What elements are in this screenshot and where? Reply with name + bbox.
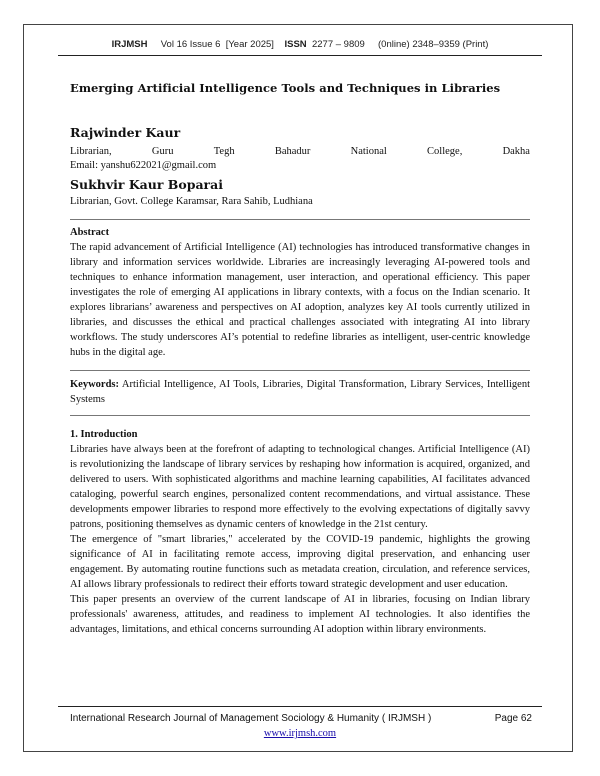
- author-affiliation-1: [70, 146, 530, 157]
- section-heading: 1. Introduction: [70, 429, 138, 440]
- running-header: [58, 39, 542, 50]
- aff-word: Tegh: [213, 146, 235, 157]
- keywords-text: Artificial Intelligence, AI Tools, Libraries, Digital Transformation, Library Services, Intelligent Systems: [70, 379, 531, 405]
- aff-word: Librarian,: [70, 146, 112, 157]
- volume-issue: Vol 16 Issue 6: [160, 39, 221, 50]
- footer-journal-name: International Research Journal of Management Sociology & Humanity ( IRJMSH ): [70, 713, 432, 724]
- author-affiliation-2: Librarian, Govt. College Karamsar, Rara Sahib, Ludhiana: [70, 196, 313, 207]
- keywords-section: [70, 377, 530, 407]
- aff-word: Dakha: [502, 146, 530, 157]
- abstract-heading: Abstract: [70, 227, 110, 238]
- page-number: Page 62: [494, 713, 532, 724]
- journal-abbr: IRJMSH: [111, 39, 148, 50]
- paper-title: Emerging Artificial Intelligence Tools and Techniques in Libraries: [70, 81, 501, 95]
- section-divider: [70, 370, 530, 371]
- eissn: (0nline) 2348–9359 (Print): [378, 39, 489, 50]
- body-paragraph: The emergence of "smart libraries," accelerated by the COVID-19 pandemic, highlights the growing significance of AI in facilitating remote access, improving digital preservation, and enhancing user engagement. By automating routine functions such as metadata creation, circulation, and reference services, AI allows library professionals to redirect their efforts toward strategic development and user education.: [70, 534, 530, 590]
- footer-rule: [58, 706, 542, 707]
- section-divider: [70, 415, 530, 416]
- issn-label: ISSN: [284, 39, 307, 50]
- aff-word: College,: [427, 146, 463, 157]
- keywords-label: Keywords:: [70, 379, 119, 390]
- section-divider: [70, 219, 530, 220]
- aff-word: Bahadur: [274, 146, 311, 157]
- issn: 2277 – 9809: [311, 39, 365, 50]
- author-email-1: Email: yanshu622021@gmail.com: [70, 160, 217, 171]
- author-name-2: Sukhvir Kaur Boparai: [70, 177, 223, 192]
- year: [Year 2025]: [225, 39, 274, 50]
- abstract-section: [70, 225, 530, 360]
- aff-word: National: [350, 146, 387, 157]
- body-paragraph: Libraries have always been at the forefront of adapting to technological changes. Artificial Intelligence (AI) is revolutionizing the landscape of library services by reshaping how information is acquired, organized, and delivered to users. With sophisticated algorithms and machine learning capabilities, AI facilitates advanced cataloging, powerful search engines, personalized content recommendations, and virtual assistance. These developments empower libraries to respond more effectively to the evolving expectations of digitally savvy patrons, positioning themselves as dynamic centers of knowledge in the 21st century.: [70, 444, 530, 530]
- author-name-1: Rajwinder Kaur: [70, 125, 181, 140]
- aff-word: Guru: [151, 146, 174, 157]
- abstract-text: The rapid advancement of Artificial Intelligence (AI) technologies has introduced transformative changes in library and information services worldwide. Libraries are increasingly leveraging AI-powered tools and techniques to enhance information management, user interaction, and operational efficiency. This paper investigates the role of emerging AI applications in library contexts, with a focus on the Indian scenario. It explores librarians’ awareness and perspectives on AI adoption, analyzes key AI tools currently utilized in libraries, and discusses the ethical and practical challenges associated with integrating AI into library workflows. The study underscores AI’s potential to redefine libraries as intelligent, user-centric knowledge hubs in the digital age.: [70, 242, 530, 358]
- introduction-section: [70, 427, 530, 637]
- body-paragraph: This paper presents an overview of the current landscape of AI in libraries, focusing on Indian library professionals' awareness, attitudes, and readiness to implement AI technologies. It also identifies the advantages, limitations, and ethical concerns surrounding AI adoption within library environments.: [70, 594, 530, 635]
- header-rule: [58, 55, 542, 56]
- journal-website-link[interactable]: www.irjmsh.com: [263, 728, 337, 739]
